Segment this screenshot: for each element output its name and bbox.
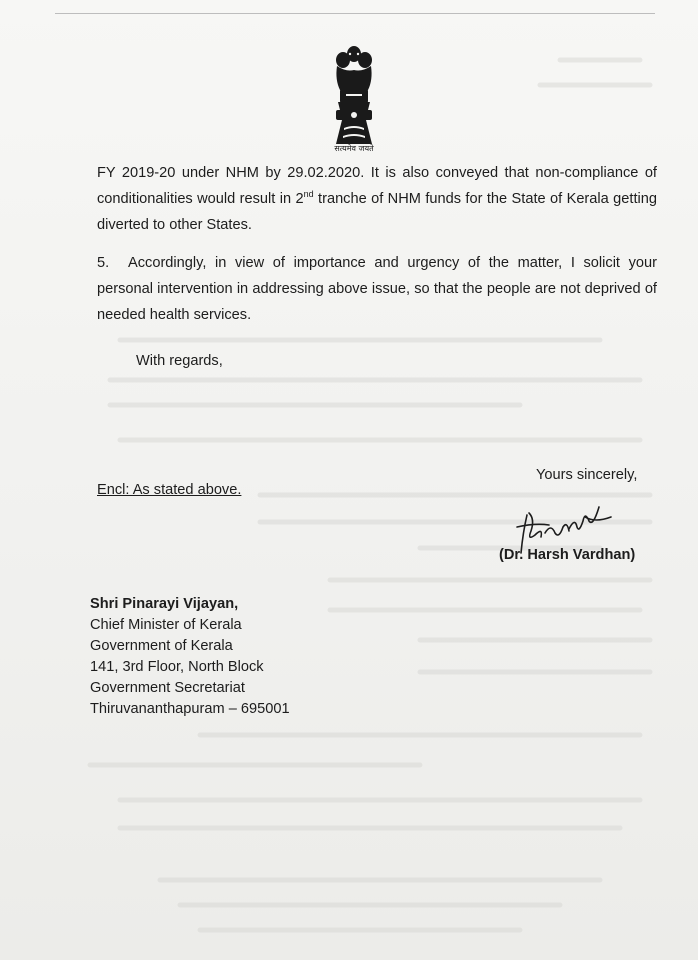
paragraph-number: 5. (97, 255, 110, 271)
top-rule (55, 13, 655, 14)
paragraph-4-text-continued: tranche of NHM funds for the State of Kerala getting diverted to other States. (97, 191, 657, 233)
signatory-name: (Dr. Harsh Vardhan) (499, 547, 636, 563)
addressee-line: 141, 3rd Floor, North Block (90, 659, 264, 675)
addressee-line: Thiruvananthapuram – 695001 (90, 701, 290, 717)
paragraph-4-superscript: nd (303, 189, 314, 200)
paragraph-5 (97, 250, 657, 328)
enclosure-note: Encl: As stated above. (97, 482, 242, 498)
paragraph-4 (97, 160, 657, 238)
addressee-line: Government of Kerala (90, 638, 233, 654)
addressee-line: Government Secretariat (90, 680, 245, 696)
salutation: With regards, (136, 353, 223, 369)
emblem-motto: सत्यमेव जयते (334, 144, 374, 153)
addressee-block (90, 594, 290, 720)
addressee-name: Shri Pinarayi Vijayan, (90, 596, 239, 612)
national-emblem-icon (332, 44, 376, 146)
paragraph-5-text: Accordingly, in view of importance and urgency of the matter, I solicit your personal intervention in addressing above issue, so that the people are not deprived of needed health services. (97, 255, 657, 323)
closing: Yours sincerely, (536, 467, 638, 483)
addressee-line: Chief Minister of Kerala (90, 617, 242, 633)
paragraph-4-text: FY 2019-20 under NHM by 29.02.2020. It is also conveyed that non-compliance of conditionalities would result in 2 (97, 165, 657, 207)
